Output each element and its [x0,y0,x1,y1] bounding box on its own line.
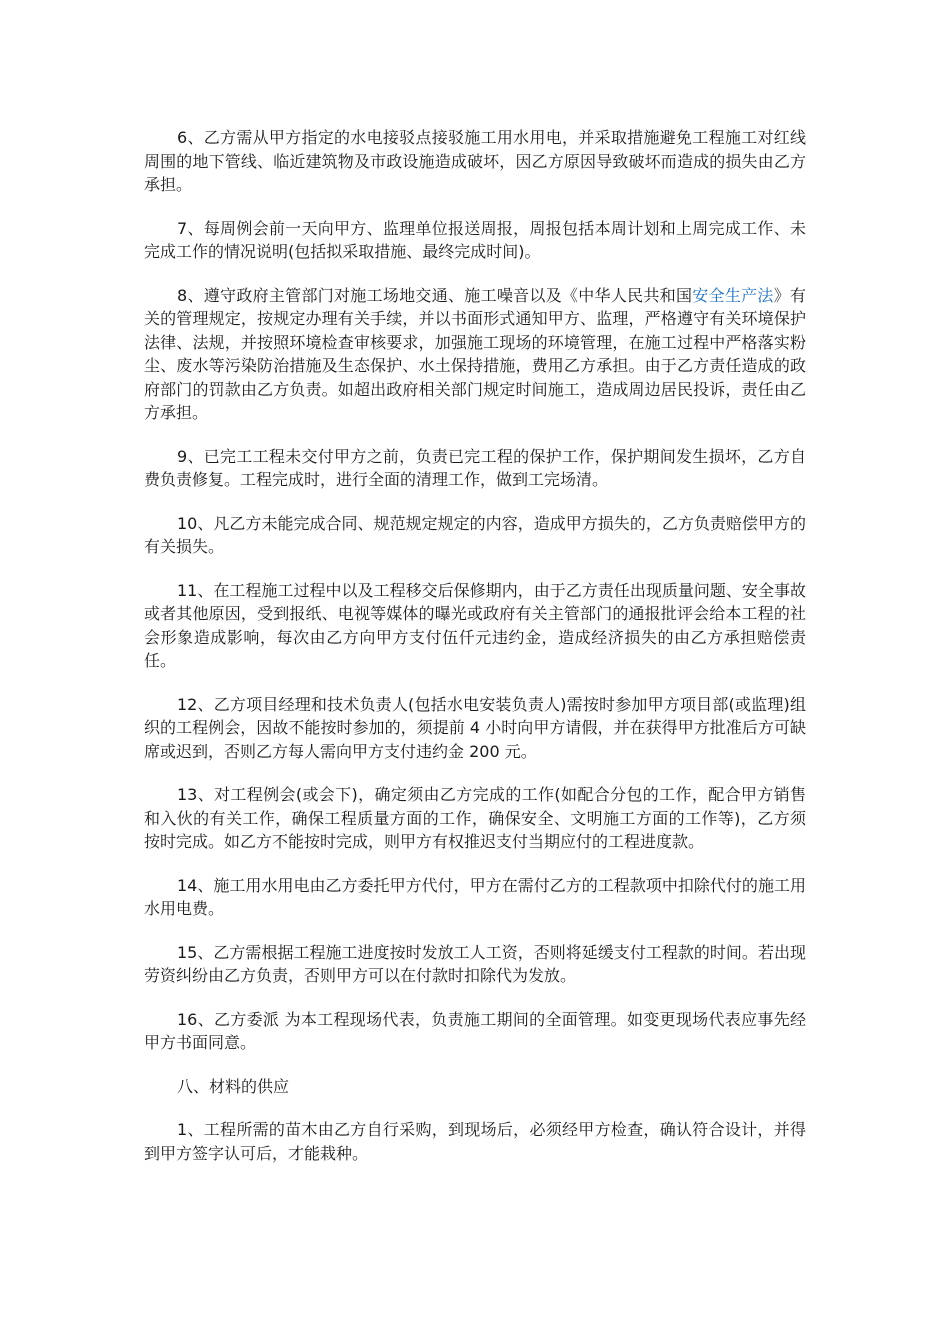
clause-7: 7、每周例会前一天向甲方、监理单位报送周报，周报包括本周计划和上周完成工作、未完成工作的情况说明(包括拟采取措施、最终完成时间)。 [144,218,806,261]
section-heading-materials: 八、材料的供应 [177,1076,290,1096]
clause-16: 16、乙方委派 为本工程现场代表，负责施工期间的全面管理。如变更现场代表应事先经甲方书面同意。 [144,1009,806,1052]
clause-8-text-after: 》有关的管理规定，按规定办理有关手续，并以书面形式通知甲方、监理，严格遵守有关环境保护法律、法规，并按照环境检查审核要求，加强施工现场的环境管理，在施工过程中严格落实粉尘、废水等污染防治措施及生态保护、水土保持措施，费用乙方承担。由于乙方责任造成的政府部门的罚款由乙方负责。如超出政府相关部门规定时间施工，造成周边居民投诉，责任由乙方承担。 [144,285,806,422]
clause-8 [144,284,806,425]
clause-6: 6、乙方需从甲方指定的水电接驳点接驳施工用水用电，并采取措施避免工程施工对红线周围的地下管线、临近建筑物及市政设施造成破坏，因乙方原因导致破坏而造成的损失由乙方承担。 [144,128,806,194]
safety-law-link[interactable]: 安全生产法 [692,285,774,305]
materials-clause-1: 1、工程所需的苗木由乙方自行采购，到现场后，必须经甲方检查，确认符合设计，并得到甲方签字认可后，才能栽种。 [144,1120,806,1163]
clause-10: 10、凡乙方未能完成合同、规范规定规定的内容，造成甲方损失的，乙方负责赔偿甲方的有关损失。 [144,513,806,556]
clause-13: 13、对工程例会(或会下)，确定须由乙方完成的工作(如配合分包的工作，配合甲方销售和入伙的有关工作，确保工程质量方面的工作，确保安全、文明施工方面的工作等)，乙方须按时完成。如乙方不能按时完成，则甲方有权推迟支付当期应付的工程进度款。 [144,785,806,851]
clause-14: 14、施工用水用电由乙方委托甲方代付，甲方在需付乙方的工程款项中扣除代付的施工用水用电费。 [144,875,806,918]
clause-8-text-before: 8、遵守政府主管部门对施工场地交通、施工噪音以及《中华人民共和国 [177,285,693,305]
clause-12: 12、乙方项目经理和技术负责人(包括水电安装负责人)需按时参加甲方项目部(或监理)组织的工程例会，因故不能按时参加的，须提前 4 小时向甲方请假，并在获得甲方批准后方可缺席或迟到，否则乙方每人需向甲方支付违约金 200 元。 [144,694,806,761]
clause-11: 11、在工程施工过程中以及工程移交后保修期内，由于乙方责任出现质量问题、安全事故或者其他原因，受到报纸、电视等媒体的曝光或政府有关主管部门的通报批评会给本工程的社会形象造成影响，每次由乙方向甲方支付伍仟元违约金，造成经济损失的由乙方承担赔偿责任。 [144,580,806,670]
clause-15: 15、乙方需根据工程施工进度按时发放工人工资，否则将延缓支付工程款的时间。若出现劳资纠纷由乙方负责，否则甲方可以在付款时扣除代为发放。 [144,942,806,985]
clause-9: 9、已完工工程未交付甲方之前，负责已完工程的保护工作，保护期间发生损坏，乙方自费负责修复。工程完成时，进行全面的清理工作，做到工完场清。 [144,446,806,489]
